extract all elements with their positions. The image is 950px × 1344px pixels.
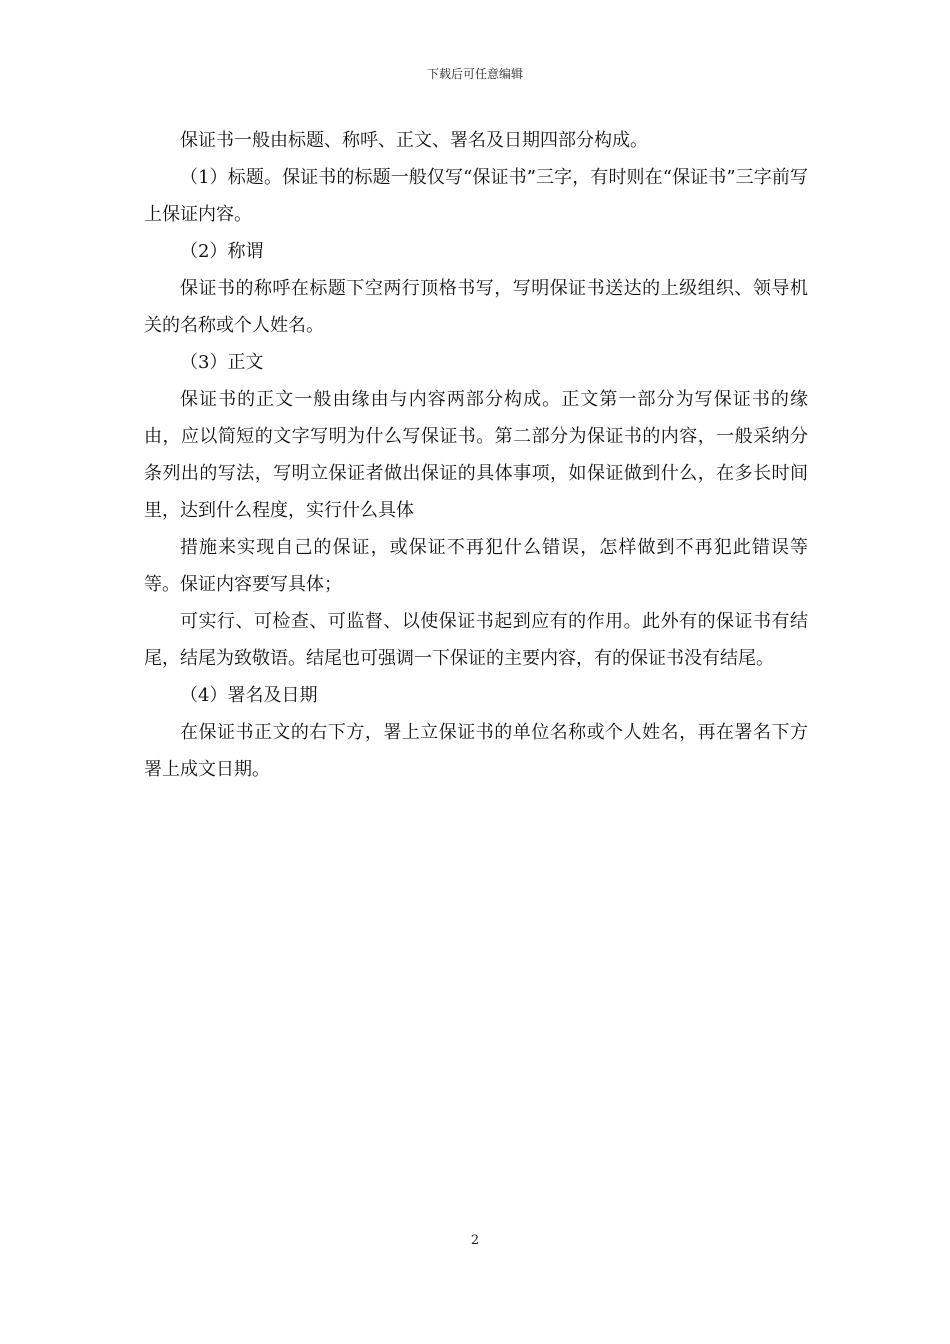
- page-number: 2: [470, 1233, 480, 1248]
- paragraph-title-section: （1）标题。保证书的标题一般仅写“保证书”三字，有时则在“保证书”三字前写上保证内容。: [144, 167, 808, 225]
- paragraph-signature-date: 在保证书正文的右下方，署上立保证书的单位名称或个人姓名，再在署名下方署上成文日期。: [144, 722, 808, 780]
- heading-body: （3）正文: [180, 352, 264, 373]
- paragraph-body-2: 措施来实现自己的保证，或保证不再犯什么错误，怎样做到不再犯此错误等等。保证内容要写具体；: [144, 537, 808, 595]
- document-body: [144, 122, 808, 788]
- paragraph-salutation: 保证书的称呼在标题下空两行顶格书写，写明保证书送达的上级组织、领导机关的名称或个人姓名。: [144, 278, 808, 336]
- page-header: 下载后可任意编辑: [426, 67, 523, 81]
- paragraph-body-1: 保证书的正文一般由缘由与内容两部分构成。正文第一部分为写保证书的缘由，应以简短的文字写明为什么写保证书。第二部分为保证书的内容，一般采纳分条列出的写法，写明立保证者做出保证的具体事项，如保证做到什么，在多长时间里，达到什么程度，实行什么具体: [144, 389, 808, 521]
- paragraph-intro: 保证书一般由标题、称呼、正文、署名及日期四部分构成。: [180, 130, 648, 151]
- paragraph-body-3: 可实行、可检查、可监督、以使保证书起到应有的作用。此外有的保证书有结尾，结尾为致敬语。结尾也可强调一下保证的主要内容，有的保证书没有结尾。: [144, 611, 808, 669]
- heading-signature-date: （4）署名及日期: [180, 685, 318, 706]
- heading-salutation: （2）称谓: [180, 241, 264, 262]
